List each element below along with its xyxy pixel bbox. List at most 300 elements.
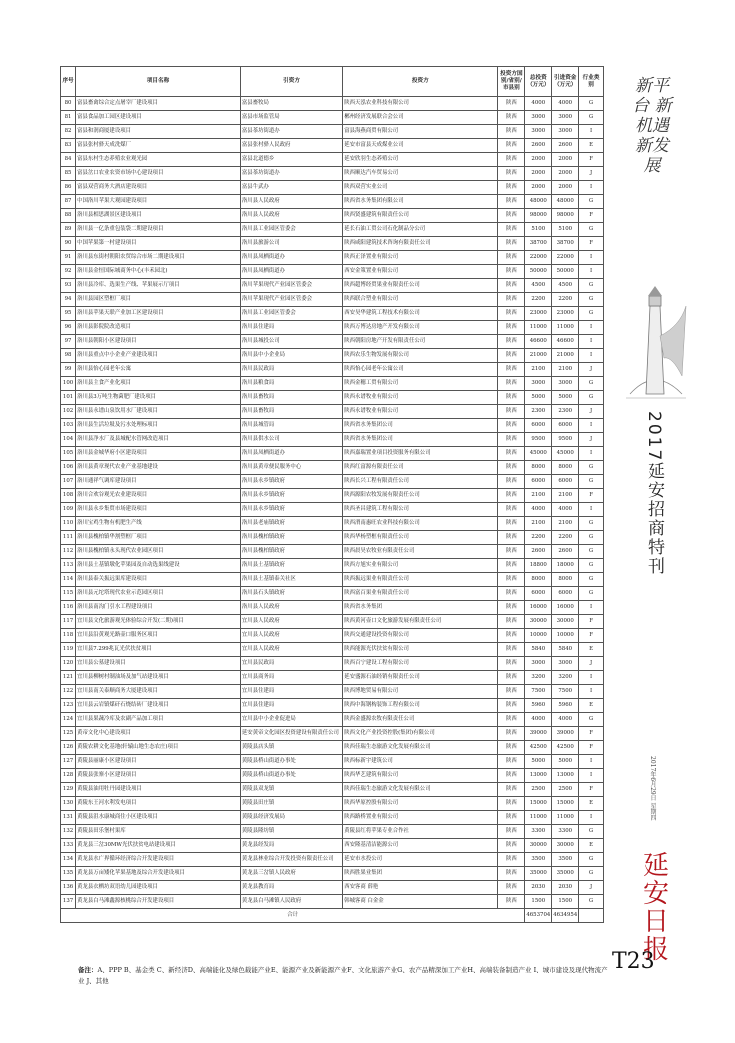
table-cell: 4500	[552, 279, 579, 293]
table-cell: 黄陵县双龙镇	[240, 783, 342, 797]
table-cell: 9500	[525, 433, 552, 447]
table-cell: 洛川县永乡镇政府	[240, 489, 342, 503]
table-cell: 1500	[552, 895, 579, 909]
table-cell: 陕西省水务集团有限公司	[343, 195, 498, 209]
column-header: 项目名称	[76, 67, 241, 97]
table-cell: G	[579, 713, 604, 727]
table-cell: 陕西红富源有限责任公司	[343, 461, 498, 475]
table-cell: 125	[61, 727, 76, 741]
table-cell: 104	[61, 433, 76, 447]
table-cell: 陕西华杨塑框有限责任公司	[343, 531, 498, 545]
table-cell: 陕西	[498, 363, 525, 377]
table-cell: 133	[61, 839, 76, 853]
table-row	[61, 181, 604, 195]
table-cell: 8000	[552, 573, 579, 587]
table-cell: 陕西	[498, 111, 525, 125]
table-cell: 洛川县黄章现代农业产业基地建设	[76, 461, 241, 475]
table-cell: 5000	[525, 755, 552, 769]
table-row	[61, 475, 604, 489]
footnote-label: 备注：	[78, 966, 98, 974]
table-cell: 11000	[525, 811, 552, 825]
table-cell: 洛川县影院院改造项目	[76, 321, 241, 335]
table-cell: 30000	[552, 615, 579, 629]
table-cell: 陕西	[498, 671, 525, 685]
table-cell: 陕西百宁建设工程有限公司	[343, 657, 498, 671]
table-cell: 富县市场监管局	[240, 111, 342, 125]
footnote	[78, 965, 608, 987]
table-row	[61, 657, 604, 671]
table-cell: 21000	[525, 349, 552, 363]
table-cell: 黄陵县沮水康城商住小区建设项目	[76, 811, 241, 825]
table-cell: 洛川县槐柏镇政府	[240, 531, 342, 545]
table-cell: F	[579, 237, 604, 251]
table-cell: 陕西	[498, 391, 525, 405]
table-cell: 洛川宝鸡生物有机肥生产线	[76, 517, 241, 531]
table-cell: 陕西	[498, 181, 525, 195]
table-cell: 115	[61, 587, 76, 601]
table-cell: 131	[61, 811, 76, 825]
table-cell: 10000	[552, 629, 579, 643]
table-cell: 黄陵县丽康小区建设项目	[76, 755, 241, 769]
table-cell: 洛川县金城华府小区建设项目	[76, 447, 241, 461]
table-cell: 陕西	[498, 153, 525, 167]
table-cell: 42500	[525, 741, 552, 755]
table-cell: 陕西	[498, 489, 525, 503]
table-cell: G	[579, 307, 604, 321]
table-cell: 陕西	[498, 461, 525, 475]
table-cell: 富县畜禽综合定点屠宰厂建设项目	[76, 97, 241, 111]
table-cell: 陕西	[498, 307, 525, 321]
table-cell: 3000	[552, 125, 579, 139]
table-cell: 陕西	[498, 167, 525, 181]
total-label: 合计	[61, 909, 525, 923]
table-cell: 35000	[525, 867, 552, 881]
table-cell: 延安市水投公司	[343, 853, 498, 867]
table-cell: 洛川县石头镇政府	[240, 587, 342, 601]
table-row	[61, 741, 604, 755]
table-cell: J	[579, 363, 604, 377]
table-cell: 陕西	[498, 419, 525, 433]
table-cell: 洛川苹果现代产业园区管委会	[240, 279, 342, 293]
table-cell: 陕西	[498, 559, 525, 573]
table-cell: 宜川县沿黄观光路壶口服务区项目	[76, 629, 241, 643]
table-cell: 陕西富百果业有限责任公司	[343, 587, 498, 601]
table-cell: 洛川县永乡镇政府	[240, 475, 342, 489]
table-cell: 西安金策置业有限公司	[343, 265, 498, 279]
table-cell: 陕西正泽置业有限公司	[343, 251, 498, 265]
table-cell: 陕西	[498, 139, 525, 153]
table-cell: 陕西	[498, 223, 525, 237]
table-cell: 6000	[525, 419, 552, 433]
table-cell: 陕西	[498, 615, 525, 629]
table-cell: 富县海燕商贸有限公司	[343, 125, 498, 139]
table-cell: 陕西	[498, 251, 525, 265]
table-cell: 宜川县住建局	[240, 685, 342, 699]
table-cell: 陕西华原控股有限公司	[343, 797, 498, 811]
table-cell: 黄陵县张寨小区建设项目	[76, 769, 241, 783]
table-cell: 陕西胜果业集团	[343, 867, 498, 881]
table-cell: 陕西	[498, 867, 525, 881]
table-cell: 洛川县工业园区管委会	[240, 307, 342, 321]
table-cell: I	[579, 335, 604, 349]
table-cell: 陕西	[498, 881, 525, 895]
table-cell: 陕西	[498, 601, 525, 615]
table-cell: 延安黄帝文化园区投资建设有限责任公司	[240, 727, 342, 741]
table-cell: 46600	[525, 335, 552, 349]
table-cell: 4000	[525, 713, 552, 727]
table-cell: 127	[61, 755, 76, 769]
table-cell: 8000	[525, 573, 552, 587]
table-cell: 18800	[525, 559, 552, 573]
column-header: 引资方	[240, 67, 342, 97]
table-cell: 洛川县泰关振远果库建设项目	[76, 573, 241, 587]
issue-date: 2017年6月29日 星期四	[649, 756, 656, 821]
table-cell: 洛川县土基镇墩化苹果园及自动选果线建设	[76, 559, 241, 573]
table-cell: 洛川县冷库、选果生产线、苹果展示厅项目	[76, 279, 241, 293]
table-cell: 西安客商 薛艳	[343, 881, 498, 895]
table-cell: 陕西	[498, 811, 525, 825]
table-row	[61, 237, 604, 251]
table-cell: 黄陵县田庄镇	[240, 797, 342, 811]
table-cell: 3500	[552, 853, 579, 867]
table-row	[61, 391, 604, 405]
table-cell: 82	[61, 125, 76, 139]
table-cell: 105	[61, 447, 76, 461]
table-cell: 84	[61, 153, 76, 167]
table-cell: 洛川县朝阳小区建设项目	[76, 335, 241, 349]
table-row	[61, 349, 604, 363]
table-cell: 陕西	[498, 237, 525, 251]
table-cell: 陕西	[498, 839, 525, 853]
table-cell: 8000	[525, 461, 552, 475]
table-row	[61, 797, 604, 811]
table-cell: F	[579, 727, 604, 741]
table-cell: 陕西顺达汽车贸易公司	[343, 167, 498, 181]
table-cell: 富县畜牧局	[240, 97, 342, 111]
table-row	[61, 307, 604, 321]
table-cell: 2600	[525, 139, 552, 153]
table-cell: G	[579, 573, 604, 587]
table-cell: 西安昊华建筑工程技术有限公司	[343, 307, 498, 321]
table-cell: 宜川县住建局	[240, 699, 342, 713]
table-cell: 103	[61, 419, 76, 433]
table-cell: J	[579, 433, 604, 447]
table-cell: 洛川县槐柏镇政府	[240, 545, 342, 559]
table-row	[61, 293, 604, 307]
table-cell: F	[579, 629, 604, 643]
table-row	[61, 377, 604, 391]
table-cell: F	[579, 489, 604, 503]
table-cell: G	[579, 825, 604, 839]
vertical-title: 2017延安招商特刊	[644, 411, 664, 577]
table-cell: I	[579, 671, 604, 685]
table-cell: 洛川县槐柏镇华割塑框厂项目	[76, 531, 241, 545]
svg-text:延: 延	[642, 851, 670, 881]
table-cell: 陕西	[498, 265, 525, 279]
table-cell: 宜川县文化旅游观光体验综合开发(二期)项目	[76, 615, 241, 629]
table-row	[61, 671, 604, 685]
table-cell: 宜川县南关泰顺商务大厦建设项目	[76, 685, 241, 699]
table-cell: 5960	[552, 699, 579, 713]
table-cell: 陕西圣昌建筑工程有限公司	[343, 503, 498, 517]
table-cell: 陕西	[498, 629, 525, 643]
table-cell: 洛川县永乡镇政府	[240, 503, 342, 517]
total-row	[61, 909, 604, 923]
table-cell: 宜川县中小企业促进局	[240, 713, 342, 727]
table-row	[61, 447, 604, 461]
table-row	[61, 601, 604, 615]
table-row	[61, 335, 604, 349]
table-cell: 陕西	[498, 97, 525, 111]
footnote-text: A、PPP B、基金类 C、新经济D、高端能化及绿色载能产业E、能源产业及新能源产业F、文化旅游产业G、农产品精深加工产业H、高端装备制造产业 I、城市建设及现代物流产业 J、其他	[78, 966, 608, 985]
table-cell: 陕西	[498, 587, 525, 601]
table-row	[61, 545, 604, 559]
table-cell: 42500	[552, 741, 579, 755]
table-cell: 11000	[552, 321, 579, 335]
table-cell: 延安盛源石油经销有限责任公司	[343, 671, 498, 685]
table-cell: 陕西金盛源农牧有限责任公司	[343, 713, 498, 727]
table-cell: 宜川县商务局	[240, 671, 342, 685]
table-cell: 陕西	[498, 727, 525, 741]
table-cell: G	[579, 517, 604, 531]
table-cell: 延安欣羽生态养殖公司	[343, 153, 498, 167]
table-row	[61, 489, 604, 503]
table-cell: 7500	[552, 685, 579, 699]
table-cell: 4000	[552, 713, 579, 727]
table-cell: 35000	[552, 867, 579, 881]
table-cell: 30000	[525, 839, 552, 853]
table-cell: F	[579, 209, 604, 223]
table-cell: I	[579, 601, 604, 615]
table-cell: 洛川县主食产业化项目	[76, 377, 241, 391]
table-cell: 81	[61, 111, 76, 125]
table-cell: 洛川县工业园区管委会	[240, 223, 342, 237]
table-cell: 2500	[552, 783, 579, 797]
table-row	[61, 881, 604, 895]
table-cell: 陕西	[498, 699, 525, 713]
table-cell: 2200	[525, 531, 552, 545]
table-row	[61, 531, 604, 545]
table-cell: 陕西	[498, 433, 525, 447]
table-cell: 123	[61, 699, 76, 713]
table-cell: 83	[61, 139, 76, 153]
table-cell: 18000	[552, 559, 579, 573]
table-cell: J	[579, 881, 604, 895]
table-row	[61, 685, 604, 699]
table-cell: 4000	[525, 97, 552, 111]
table-cell: 陕西	[498, 741, 525, 755]
table-cell: 110	[61, 517, 76, 531]
table-cell: 94	[61, 293, 76, 307]
table-cell: 95	[61, 307, 76, 321]
table-cell: 16000	[525, 601, 552, 615]
table-cell: 陕西长兴工程有限责任公司	[343, 475, 498, 489]
table-cell: 洛川县粮食局	[240, 377, 342, 391]
table-cell: G	[579, 853, 604, 867]
table-row	[61, 419, 604, 433]
table-cell: 16000	[552, 601, 579, 615]
table-cell: 韩城客商 白金金	[343, 895, 498, 909]
table-cell: G	[579, 391, 604, 405]
table-cell: 50000	[552, 265, 579, 279]
table-cell: 108	[61, 489, 76, 503]
table-cell: 8000	[552, 461, 579, 475]
table-cell: 120	[61, 657, 76, 671]
table-cell: G	[579, 279, 604, 293]
table-cell: 2600	[552, 545, 579, 559]
table-cell: 86	[61, 181, 76, 195]
table-cell: 50000	[525, 265, 552, 279]
table-cell: 陕西双营实业公司	[343, 181, 498, 195]
table-cell: 101	[61, 391, 76, 405]
table-cell: I	[579, 349, 604, 363]
table-cell: 陕西永谱牧业有限公司	[343, 391, 498, 405]
table-cell: 富县北道德乡	[240, 153, 342, 167]
table-row	[61, 139, 604, 153]
table-cell: 陕西标新宇建筑公司	[343, 755, 498, 769]
table-cell: E	[579, 643, 604, 657]
table-row	[61, 195, 604, 209]
table-cell: 宜川县人民政府	[240, 629, 342, 643]
table-cell: 洛川县相思湖景区建设项目	[76, 209, 241, 223]
table-cell: 宜川县果蔬冷库及农副产品加工项目	[76, 713, 241, 727]
table-cell: 陕西能源光伏扶贫有限公司	[343, 643, 498, 657]
table-cell: 3000	[552, 657, 579, 671]
table-row	[61, 587, 604, 601]
table-cell: 92	[61, 265, 76, 279]
table-cell: 延安市富县天成煤业公司	[343, 139, 498, 153]
table-cell: 陕西	[498, 531, 525, 545]
table-cell: 洛川县一亿条重包装袋二期建设项目	[76, 223, 241, 237]
table-row	[61, 895, 604, 909]
table-cell: 陕西超博经贸果业有限责任公司	[343, 279, 498, 293]
table-cell: 宜川县柳树村制油场及加气站建设项目	[76, 671, 241, 685]
table-row	[61, 755, 604, 769]
table-row	[61, 209, 604, 223]
svg-text:安: 安	[642, 879, 670, 909]
table-cell: F	[579, 783, 604, 797]
table-cell: 3000	[552, 111, 579, 125]
table-cell: 西安隆基清洁能源公司	[343, 839, 498, 853]
table-cell: 100	[61, 377, 76, 391]
table-header	[61, 67, 604, 97]
table-cell: 112	[61, 545, 76, 559]
table-cell: 11000	[525, 321, 552, 335]
table-cell: 洛川县黄章便民服务中心	[240, 461, 342, 475]
column-header: 序号	[61, 67, 76, 97]
table-cell: 98	[61, 349, 76, 363]
table-row	[61, 223, 604, 237]
table-cell: I	[579, 419, 604, 433]
table-cell: I	[579, 181, 604, 195]
table-cell: 22000	[552, 251, 579, 265]
table-cell: 陕西	[498, 545, 525, 559]
table-cell: 黄陵东王河水利发电项目	[76, 797, 241, 811]
table-cell: 富县牛武办	[240, 181, 342, 195]
table-cell: 陕西农乐生物发展有限公司	[343, 349, 498, 363]
table-row	[61, 405, 604, 419]
table-cell: E	[579, 699, 604, 713]
table-row	[61, 573, 604, 587]
table-cell: 洛川县净水厂及县城配水管网改造项目	[76, 433, 241, 447]
table-cell: 洛川县凤栖街道办	[240, 447, 342, 461]
table-cell: 3500	[525, 853, 552, 867]
table-cell: 陕西	[498, 125, 525, 139]
table-cell: 陕西	[498, 475, 525, 489]
table-cell: 23000	[525, 307, 552, 321]
table-cell: 陕西怡心园老年公寓公司	[343, 363, 498, 377]
table-cell: 23000	[552, 307, 579, 321]
table-cell: 陕西贤盛建筑有限责任公司	[343, 209, 498, 223]
table-cell: 5960	[525, 699, 552, 713]
table-row	[61, 461, 604, 475]
table-cell: 2100	[552, 517, 579, 531]
table-cell: 陕西黄河壶口文化旅游发展有限责任公司	[343, 615, 498, 629]
table-cell: 宜川县公墓建设项目	[76, 657, 241, 671]
table-cell: 陕西	[498, 321, 525, 335]
table-cell: G	[579, 867, 604, 881]
table-cell: 3200	[525, 671, 552, 685]
table-cell: G	[579, 545, 604, 559]
table-cell: J	[579, 167, 604, 181]
table-cell: 洛川县住建局	[240, 321, 342, 335]
table-cell: 5100	[525, 223, 552, 237]
table-cell: 109	[61, 503, 76, 517]
table-cell: 48000	[552, 195, 579, 209]
table-cell: 洛川苹果现代产业园区管委会	[240, 293, 342, 307]
table-row	[61, 629, 604, 643]
table-cell: 陕西联合塑业有限公司	[343, 293, 498, 307]
table-cell: 洛川县城管局	[240, 419, 342, 433]
table-cell: 陕西博地贸易有限公司	[343, 685, 498, 699]
table-cell: E	[579, 797, 604, 811]
table-cell: G	[579, 97, 604, 111]
table-cell: 6000	[525, 475, 552, 489]
table-cell: 陕西	[498, 503, 525, 517]
table-cell: 陕西	[498, 517, 525, 531]
table-row	[61, 867, 604, 881]
table-cell: 5840	[525, 643, 552, 657]
table-cell: 116	[61, 601, 76, 615]
table-cell: 黄陵农耕文化基地(轩辕山地生态农庄)项目	[76, 741, 241, 755]
table-cell: 2100	[525, 363, 552, 377]
table-cell: 96	[61, 321, 76, 335]
column-header: 投资方	[343, 67, 498, 97]
table-cell: 宜川县民政局	[240, 657, 342, 671]
table-cell: 2300	[552, 405, 579, 419]
page-number: T23	[612, 949, 655, 974]
table-cell: I	[579, 503, 604, 517]
table-cell: 114	[61, 573, 76, 587]
table-cell: 129	[61, 783, 76, 797]
table-cell: 洛川县城投公司	[240, 335, 342, 349]
table-cell: 3000	[525, 377, 552, 391]
table-cell: 洛川县永谱山泉饮用水厂建设项目	[76, 405, 241, 419]
table-cell: 洛川县园区塑框厂项目	[76, 293, 241, 307]
table-cell: 135	[61, 867, 76, 881]
table-cell: 陕西交通建设投资有限公司	[343, 629, 498, 643]
table-cell: I	[579, 125, 604, 139]
table-cell: 富县茶坊街道办	[240, 125, 342, 139]
table-cell: G	[579, 531, 604, 545]
table-cell: 黄龙县教育局	[240, 881, 342, 895]
total-blank	[579, 909, 604, 923]
table-cell: 3300	[525, 825, 552, 839]
table-cell: 黄龙县水广界循环经济综合开发建设项目	[76, 853, 241, 867]
table-cell: 陕西佳瑞生态旅游文化发展有限公司	[343, 783, 498, 797]
table-cell: 97	[61, 335, 76, 349]
table-cell: 富县食品加工园区建设项目	[76, 111, 241, 125]
